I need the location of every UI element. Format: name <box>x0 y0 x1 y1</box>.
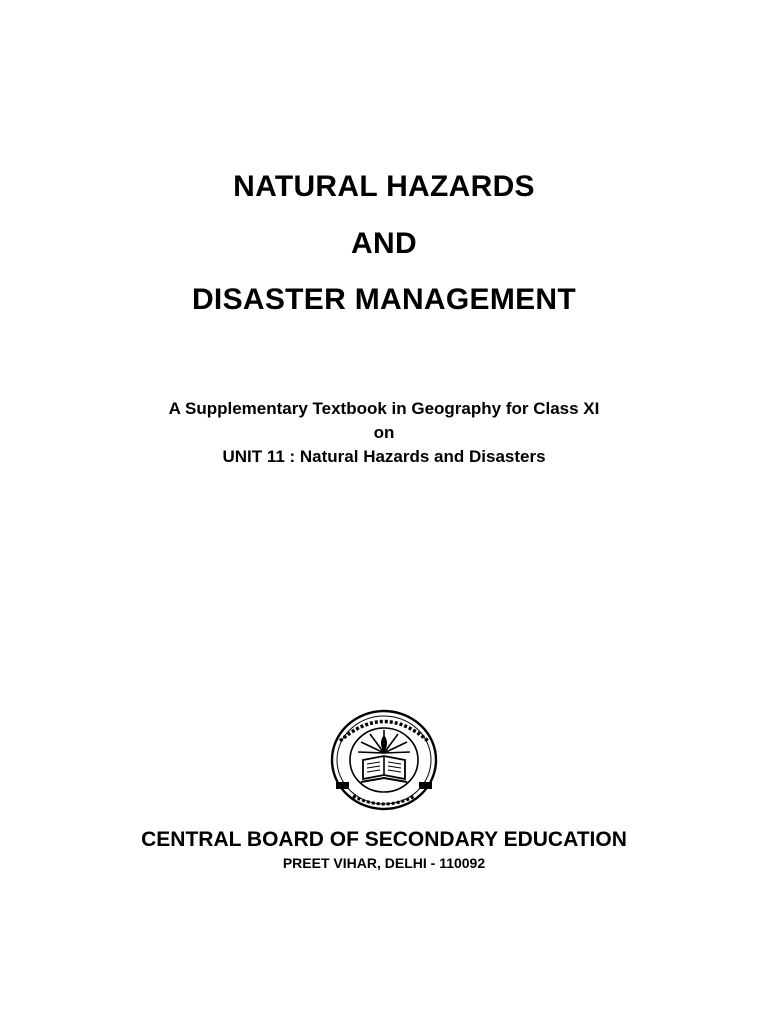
publisher-name: CENTRAL BOARD OF SECONDARY EDUCATION <box>141 828 627 851</box>
title-line-2: AND <box>351 227 417 260</box>
publisher-address: PREET VIHAR, DELHI - 110092 <box>282 855 486 871</box>
subtitle-line-1: A Supplementary Textbook in Geography for Class XI <box>168 399 600 418</box>
title-line-1: NATURAL HAZARDS <box>233 170 535 203</box>
subtitle-line-3: UNIT 11 : Natural Hazards and Disasters <box>222 447 546 466</box>
cbse-emblem-icon <box>325 708 443 816</box>
title-line-3: DISASTER MANAGEMENT <box>191 283 577 316</box>
subtitle-line-2: on <box>373 423 395 442</box>
